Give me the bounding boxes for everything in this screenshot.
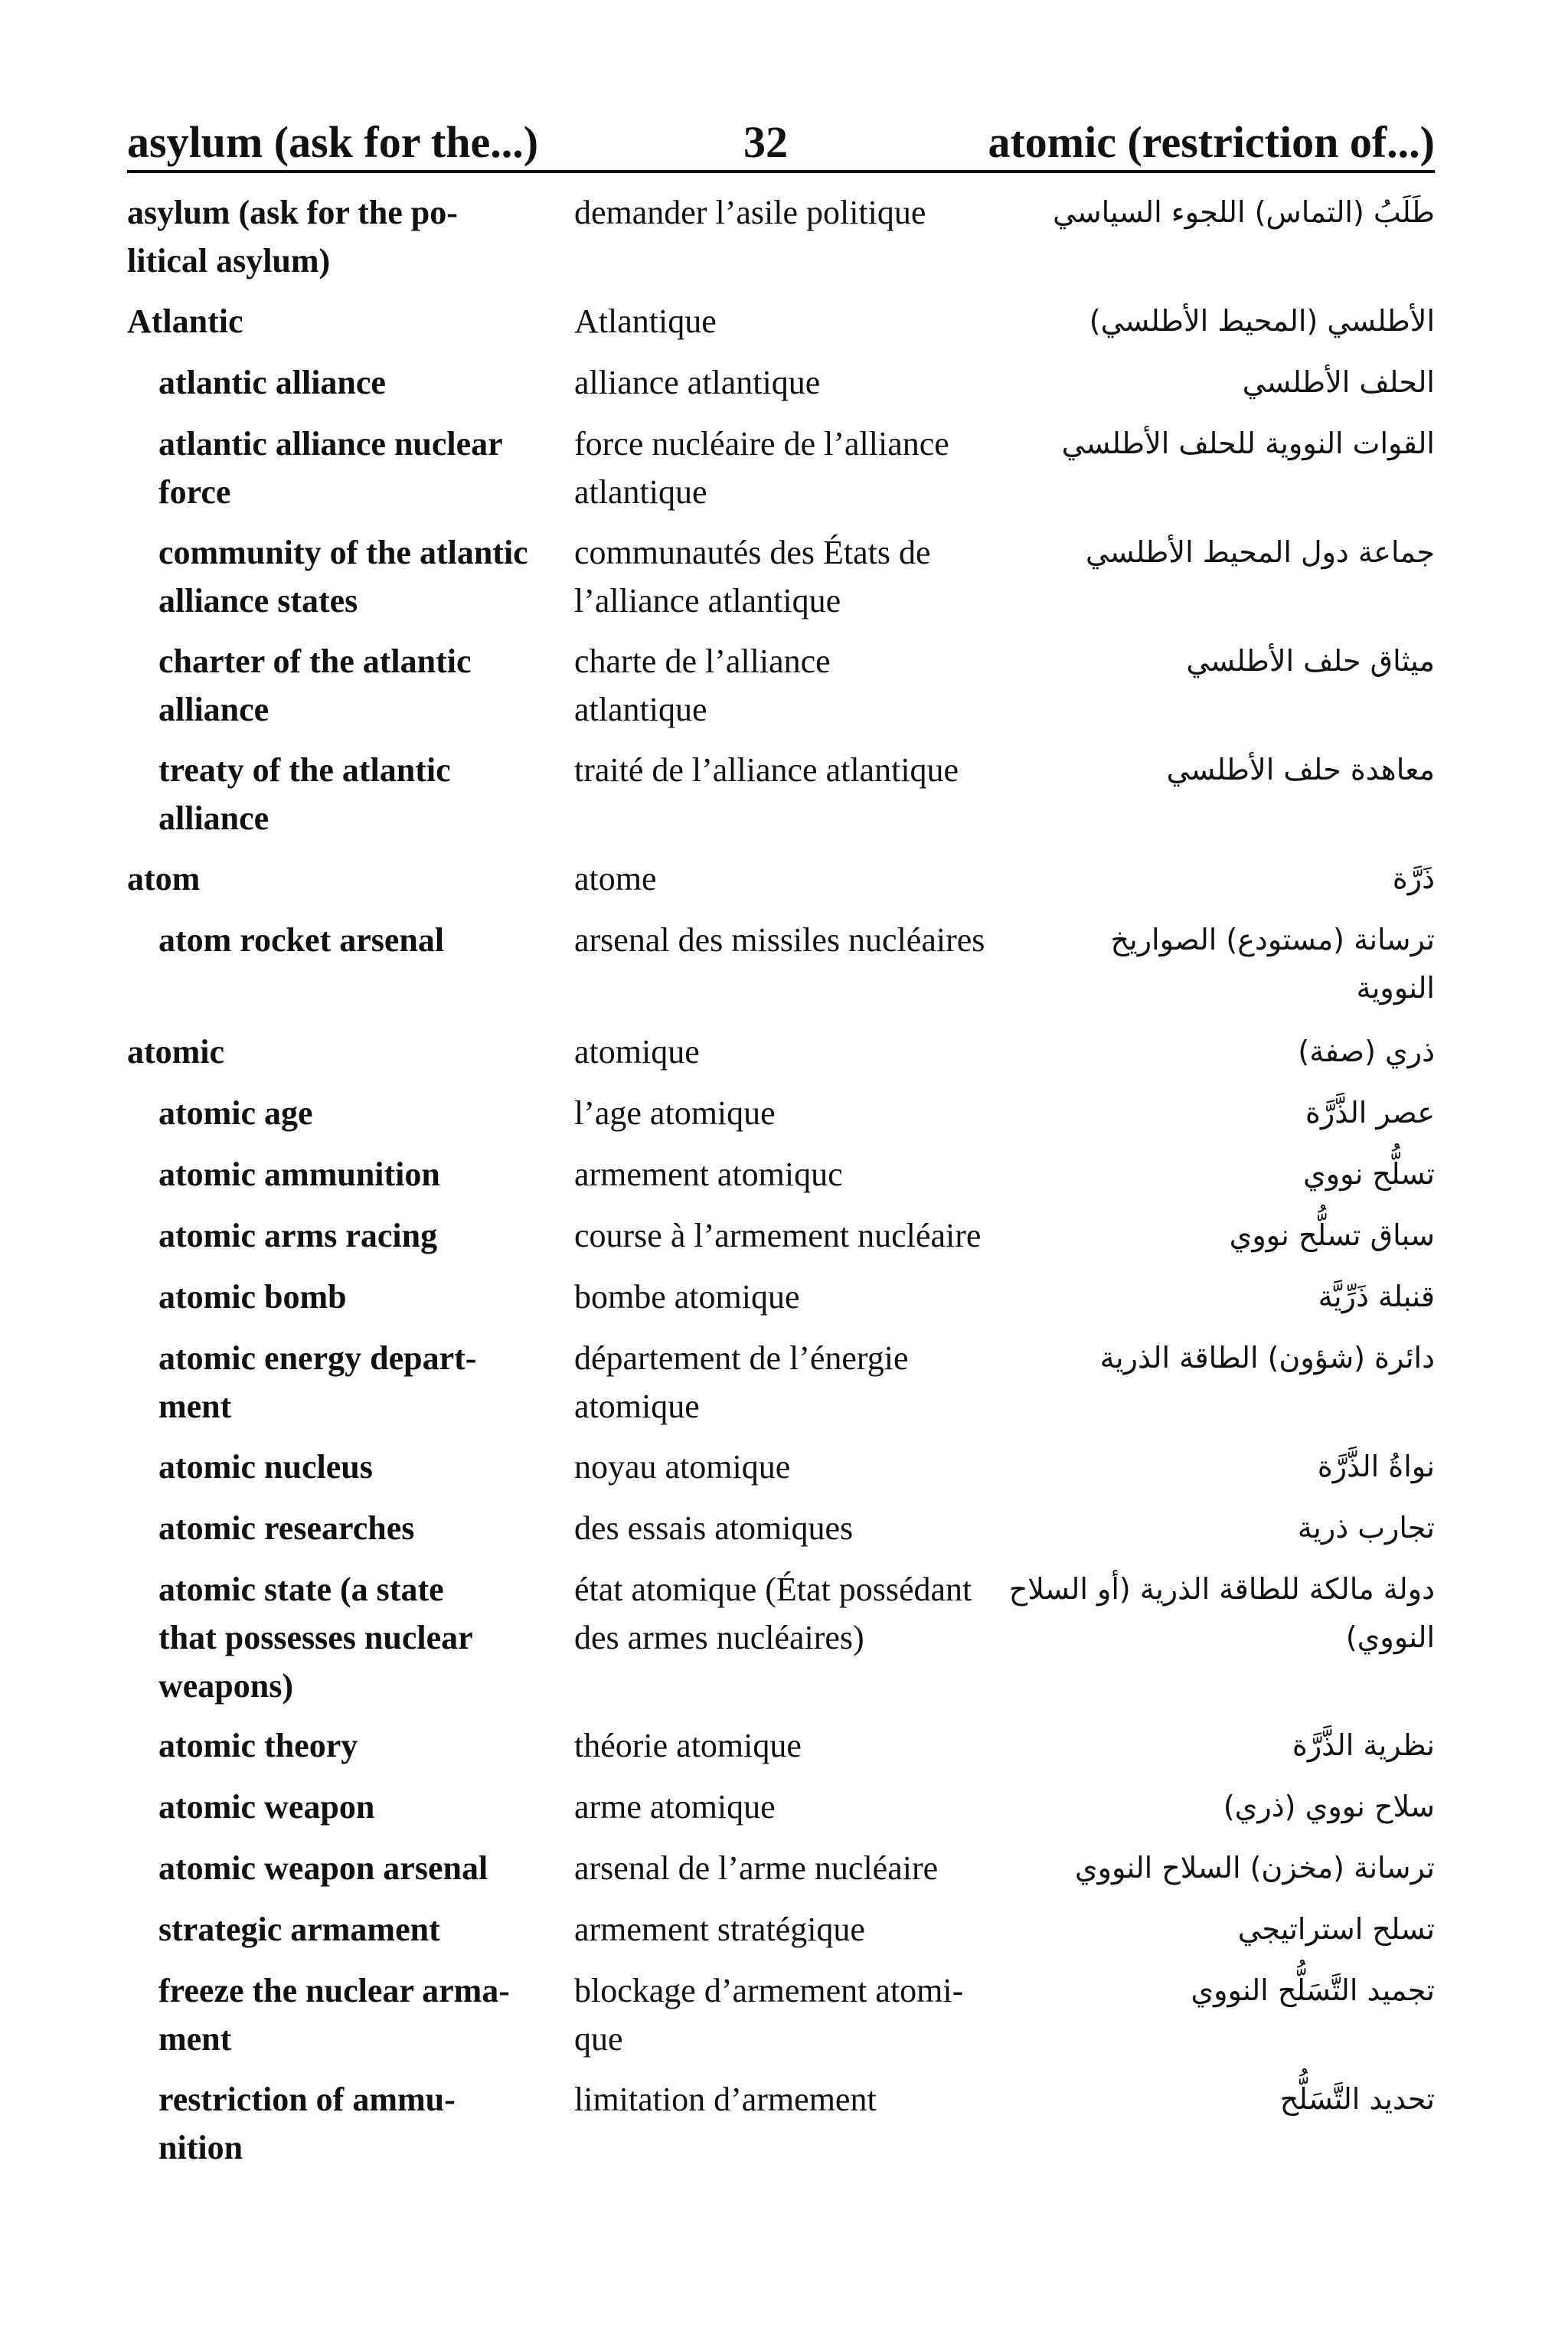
- french-term: des essais atomiques: [574, 1509, 854, 1547]
- arabic-term: ميثاق حلف الأطلسي: [1186, 644, 1435, 678]
- french-term: bombe atomique: [574, 1278, 800, 1316]
- arabic-term: ترسانة (مستودع) الصواريخ النووية: [1110, 923, 1435, 1005]
- arabic-term: نواةُ الذَّرَّة: [1317, 1450, 1435, 1483]
- arabic-term: سباق تسلُّح نووي: [1229, 1218, 1435, 1252]
- english-term: strategic armament: [158, 1911, 440, 1948]
- french-term: course à l’armement nucléaire: [574, 1217, 982, 1254]
- english-term: Atlantic: [127, 302, 243, 340]
- english-term: charter of the atlantic alliance: [158, 642, 472, 728]
- arabic-term: دائرة (شؤون) الطاقة الذرية: [1099, 1341, 1435, 1375]
- arabic-term: ذري (صفة): [1298, 1035, 1435, 1068]
- french-term: armement stratégique: [574, 1911, 865, 1948]
- french-term: l’age atomique: [574, 1094, 776, 1132]
- french-term: traité de l’alliance atlantique: [574, 751, 959, 789]
- french-term: arsenal des missiles nucléaires: [574, 921, 985, 959]
- english-term: restriction of ammu- nition: [158, 2081, 456, 2166]
- arabic-term: تحديد التَّسَلُّح: [1279, 2082, 1435, 2116]
- french-term: théorie atomique: [574, 1727, 802, 1764]
- arabic-term: الأطلسي (المحيط الأطلسي): [1089, 304, 1435, 338]
- english-term: atomic nucleus: [158, 1448, 373, 1486]
- english-term: atomic weapon arsenal: [158, 1849, 488, 1887]
- arabic-term: نظرية الذَّرَّة: [1292, 1728, 1435, 1762]
- english-term: atlantic alliance: [158, 364, 386, 401]
- english-term: atomic state (a state that possesses nuclear weapons): [158, 1571, 473, 1705]
- french-term: communautés des États de l’alliance atlantique: [574, 534, 931, 620]
- french-term: demander l’asile politique: [574, 194, 926, 231]
- english-term: atlantic alliance nuclear force: [158, 425, 503, 511]
- header-left-guide-word: asylum (ask for the...): [127, 117, 539, 167]
- arabic-term: ترسانة (مخزن) السلاح النووي: [1074, 1851, 1435, 1885]
- english-term: atomic age: [158, 1094, 313, 1132]
- french-term: arme atomique: [574, 1788, 776, 1826]
- arabic-term: الحلف الأطلسي: [1242, 365, 1435, 399]
- english-term: atomic researches: [158, 1509, 415, 1547]
- english-term: asylum (ask for the po- litical asylum): [127, 194, 458, 280]
- page-number: 32: [743, 117, 788, 167]
- english-term: freeze the nuclear arma- ment: [158, 1972, 510, 2058]
- english-term: community of the atlantic alliance states: [158, 534, 528, 620]
- arabic-term: معاهدة حلف الأطلسي: [1166, 753, 1435, 786]
- english-term: atomic bomb: [158, 1278, 347, 1316]
- french-term: arsenal de l’arme nucléaire: [574, 1849, 939, 1887]
- french-term: département de l’énergie atomique: [574, 1339, 909, 1425]
- arabic-term: دولة مالكة للطاقة الذرية (أو السلاح النووي): [1008, 1572, 1435, 1654]
- arabic-term: تجميد التَّسَلُّح النووي: [1191, 1973, 1435, 2007]
- arabic-term: تجارب ذرية: [1297, 1511, 1435, 1545]
- french-term: limitation d’armement: [574, 2081, 877, 2118]
- english-term: atomic energy depart- ment: [158, 1339, 477, 1425]
- french-term: charte de l’alliance atlantique: [574, 642, 831, 728]
- english-term: atomic arms racing: [158, 1217, 438, 1254]
- english-term: atom rocket arsenal: [158, 921, 445, 959]
- arabic-term: ذَرَّة: [1392, 861, 1435, 895]
- english-term: atomic theory: [158, 1727, 358, 1764]
- english-term: atomic: [127, 1033, 225, 1071]
- french-term: armement atomiquc: [574, 1156, 843, 1193]
- french-term: état atomique (État possédant des armes nucléaires): [574, 1571, 972, 1656]
- arabic-term: جماعة دول المحيط الأطلسي: [1086, 535, 1435, 569]
- english-term: treaty of the atlantic alliance: [158, 751, 451, 837]
- french-term: atome: [574, 860, 657, 897]
- arabic-term: القوات النووية للحلف الأطلسي: [1061, 427, 1435, 460]
- running-head: [127, 115, 1435, 173]
- french-term: atomique: [574, 1033, 700, 1071]
- arabic-term: تسلُّح نووي: [1303, 1157, 1435, 1191]
- arabic-term: طَلَبُ (التماس) اللجوء السياسي: [1053, 195, 1435, 229]
- arabic-term: عصر الذَّرَّة: [1305, 1096, 1435, 1130]
- dictionary-page: [127, 115, 1435, 2166]
- english-term: atomic ammunition: [158, 1156, 440, 1193]
- english-term: atom: [127, 860, 201, 897]
- french-term: alliance atlantique: [574, 364, 821, 401]
- arabic-term: تسلح استراتيجي: [1237, 1912, 1435, 1946]
- english-term: atomic weapon: [158, 1788, 375, 1826]
- french-term: blockage d’armement atomi- que: [574, 1972, 964, 2058]
- french-term: Atlantique: [574, 302, 717, 340]
- french-term: noyau atomique: [574, 1448, 791, 1486]
- arabic-term: سلاح نووي (ذري): [1223, 1790, 1435, 1823]
- french-term: force nucléaire de l’alliance atlantique: [574, 425, 949, 511]
- arabic-term: قنبلة ذَرِّيَّة: [1318, 1280, 1435, 1313]
- header-right-guide-word: atomic (restriction of...): [988, 117, 1435, 167]
